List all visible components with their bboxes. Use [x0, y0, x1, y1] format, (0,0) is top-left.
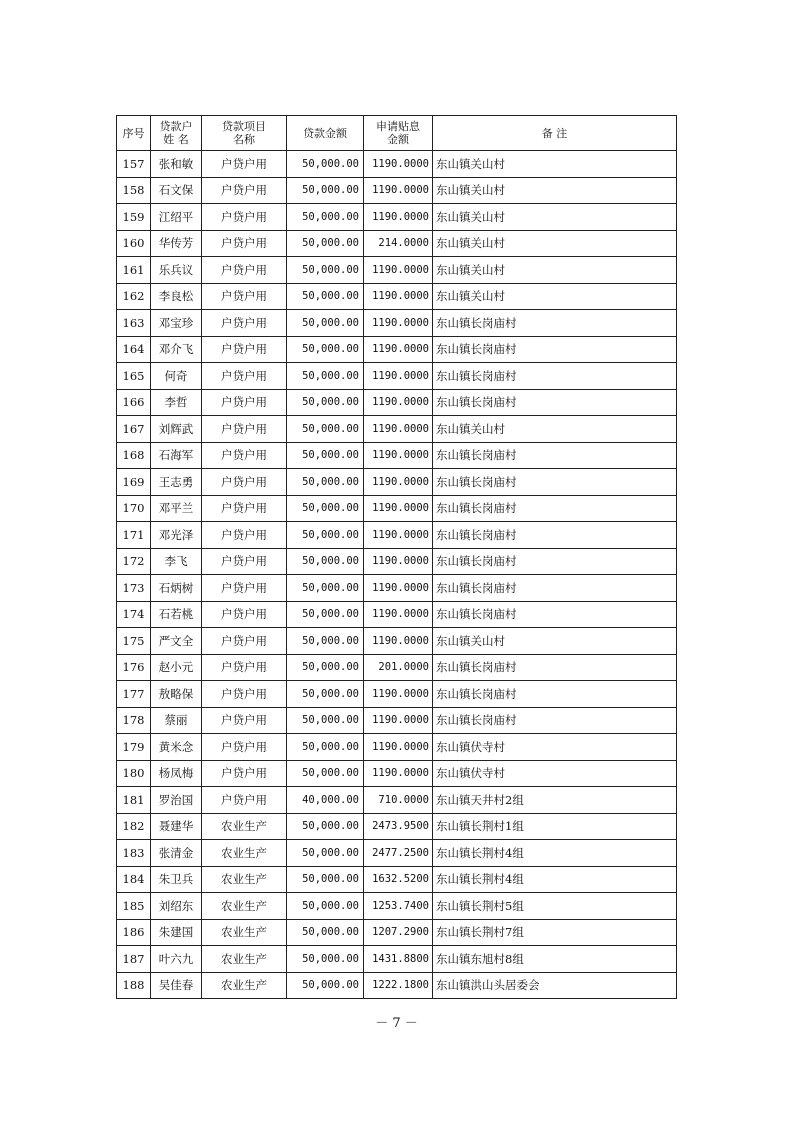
header-amount: 贷款金额: [287, 116, 364, 151]
loan-purpose-cell: 户贷户用: [202, 310, 287, 337]
table-row: [117, 522, 677, 549]
row-seq-cell: 178: [117, 707, 151, 734]
loan-purpose-cell: 农业生产: [202, 813, 287, 840]
loan-purpose-cell: 户贷户用: [202, 363, 287, 390]
row-seq-cell: 172: [117, 548, 151, 575]
subsidy-amount-cell: 1190.0000: [364, 363, 433, 390]
row-seq-cell: 188: [117, 972, 151, 999]
table-body: [117, 151, 677, 999]
header-project-line1: 贷款项目: [222, 120, 266, 133]
row-seq-cell: 176: [117, 654, 151, 681]
remark-cell: 东山镇长荆村7组: [433, 919, 677, 946]
loan-purpose-cell: 户贷户用: [202, 336, 287, 363]
subsidy-amount-cell: 1190.0000: [364, 204, 433, 231]
row-seq-cell: 181: [117, 787, 151, 814]
row-seq-cell: 173: [117, 575, 151, 602]
loan-purpose-cell: 户贷户用: [202, 177, 287, 204]
loan-purpose-cell: 户贷户用: [202, 151, 287, 178]
loan-amount-cell: 50,000.00: [287, 310, 364, 337]
loan-amount-cell: 50,000.00: [287, 151, 364, 178]
loan-amount-cell: 50,000.00: [287, 919, 364, 946]
subsidy-amount-cell: 1190.0000: [364, 257, 433, 284]
remark-cell: 东山镇关山村: [433, 283, 677, 310]
borrower-name-cell: 华传芳: [151, 230, 202, 257]
loan-amount-cell: 50,000.00: [287, 681, 364, 708]
loan-amount-cell: 50,000.00: [287, 389, 364, 416]
loan-amount-cell: 50,000.00: [287, 654, 364, 681]
table-row: [117, 283, 677, 310]
subsidy-amount-cell: 1190.0000: [364, 601, 433, 628]
loan-purpose-cell: 户贷户用: [202, 495, 287, 522]
table-row: [117, 257, 677, 284]
subsidy-amount-cell: 1190.0000: [364, 151, 433, 178]
borrower-name-cell: 石海军: [151, 442, 202, 469]
loan-amount-cell: 50,000.00: [287, 972, 364, 999]
borrower-name-cell: 聂建华: [151, 813, 202, 840]
row-seq-cell: 187: [117, 946, 151, 973]
loan-purpose-cell: 户贷户用: [202, 787, 287, 814]
table-row: [117, 840, 677, 867]
borrower-name-cell: 李良松: [151, 283, 202, 310]
row-seq-cell: 160: [117, 230, 151, 257]
loan-purpose-cell: 户贷户用: [202, 283, 287, 310]
row-seq-cell: 183: [117, 840, 151, 867]
loan-amount-cell: 50,000.00: [287, 204, 364, 231]
table-header-row: [117, 116, 677, 151]
page-number: － 7 －: [375, 1016, 418, 1031]
table-row: [117, 946, 677, 973]
loan-purpose-cell: 农业生产: [202, 893, 287, 920]
loan-purpose-cell: 户贷户用: [202, 469, 287, 496]
remark-cell: 东山镇长岗庙村: [433, 495, 677, 522]
remark-cell: 东山镇关山村: [433, 204, 677, 231]
table-row: [117, 495, 677, 522]
borrower-name-cell: 石文保: [151, 177, 202, 204]
subsidy-amount-cell: 1253.7400: [364, 893, 433, 920]
table-row: [117, 575, 677, 602]
table-row: [117, 416, 677, 443]
remark-cell: 东山镇长荆村5组: [433, 893, 677, 920]
loan-purpose-cell: 农业生产: [202, 972, 287, 999]
borrower-name-cell: 罗治国: [151, 787, 202, 814]
subsidy-amount-cell: 1190.0000: [364, 681, 433, 708]
row-seq-cell: 186: [117, 919, 151, 946]
loan-amount-cell: 50,000.00: [287, 813, 364, 840]
row-seq-cell: 170: [117, 495, 151, 522]
loan-purpose-cell: 户贷户用: [202, 416, 287, 443]
borrower-name-cell: 刘绍东: [151, 893, 202, 920]
header-borrower-line1: 贷款户: [159, 120, 193, 133]
loan-amount-cell: 50,000.00: [287, 601, 364, 628]
loan-amount-cell: 50,000.00: [287, 363, 364, 390]
loan-subsidy-table: [116, 115, 677, 999]
table-row: [117, 469, 677, 496]
table-row: [117, 177, 677, 204]
borrower-name-cell: 严文全: [151, 628, 202, 655]
row-seq-cell: 177: [117, 681, 151, 708]
borrower-name-cell: 赵小元: [151, 654, 202, 681]
header-remark: 备 注: [433, 116, 677, 151]
borrower-name-cell: 黄米念: [151, 734, 202, 761]
table-row: [117, 230, 677, 257]
loan-amount-cell: 50,000.00: [287, 760, 364, 787]
subsidy-amount-cell: 1190.0000: [364, 310, 433, 337]
borrower-name-cell: 张清金: [151, 840, 202, 867]
table-row: [117, 363, 677, 390]
subsidy-amount-cell: 1190.0000: [364, 628, 433, 655]
header-subsidy-line1: 申请贴息: [376, 120, 420, 133]
subsidy-amount-cell: 2473.9500: [364, 813, 433, 840]
remark-cell: 东山镇天井村2组: [433, 787, 677, 814]
table-row: [117, 654, 677, 681]
subsidy-amount-cell: 1190.0000: [364, 416, 433, 443]
borrower-name-cell: 叶六九: [151, 946, 202, 973]
loan-amount-cell: 50,000.00: [287, 283, 364, 310]
loan-amount-cell: 50,000.00: [287, 893, 364, 920]
row-seq-cell: 168: [117, 442, 151, 469]
subsidy-amount-cell: 1190.0000: [364, 760, 433, 787]
loan-amount-cell: 50,000.00: [287, 575, 364, 602]
table-row: [117, 681, 677, 708]
loan-purpose-cell: 户贷户用: [202, 654, 287, 681]
subsidy-amount-cell: 201.0000: [364, 654, 433, 681]
remark-cell: 东山镇长岗庙村: [433, 389, 677, 416]
remark-cell: 东山镇长岗庙村: [433, 442, 677, 469]
row-seq-cell: 159: [117, 204, 151, 231]
subsidy-amount-cell: 1190.0000: [364, 522, 433, 549]
row-seq-cell: 166: [117, 389, 151, 416]
loan-purpose-cell: 户贷户用: [202, 628, 287, 655]
loan-amount-cell: 50,000.00: [287, 495, 364, 522]
loan-amount-cell: 50,000.00: [287, 707, 364, 734]
subsidy-amount-cell: 214.0000: [364, 230, 433, 257]
loan-purpose-cell: 农业生产: [202, 919, 287, 946]
subsidy-amount-cell: 1190.0000: [364, 283, 433, 310]
header-subsidy: [364, 116, 433, 151]
borrower-name-cell: 王志勇: [151, 469, 202, 496]
remark-cell: 东山镇长岗庙村: [433, 681, 677, 708]
loan-amount-cell: 50,000.00: [287, 257, 364, 284]
remark-cell: 东山镇东旭村8组: [433, 946, 677, 973]
table-row: [117, 442, 677, 469]
borrower-name-cell: 乐兵议: [151, 257, 202, 284]
loan-amount-cell: 50,000.00: [287, 469, 364, 496]
subsidy-amount-cell: 1190.0000: [364, 734, 433, 761]
subsidy-amount-cell: 1190.0000: [364, 469, 433, 496]
loan-amount-cell: 50,000.00: [287, 177, 364, 204]
borrower-name-cell: 李哲: [151, 389, 202, 416]
subsidy-amount-cell: 1190.0000: [364, 336, 433, 363]
remark-cell: 东山镇长岗庙村: [433, 363, 677, 390]
table-row: [117, 760, 677, 787]
borrower-name-cell: 李飞: [151, 548, 202, 575]
row-seq-cell: 164: [117, 336, 151, 363]
loan-purpose-cell: 户贷户用: [202, 442, 287, 469]
subsidy-amount-cell: 1632.5200: [364, 866, 433, 893]
header-project-line2: 名称: [233, 133, 255, 146]
borrower-name-cell: 杨凤梅: [151, 760, 202, 787]
header-project: [202, 116, 287, 151]
subsidy-amount-cell: 1207.2900: [364, 919, 433, 946]
remark-cell: 东山镇关山村: [433, 230, 677, 257]
loan-purpose-cell: 农业生产: [202, 946, 287, 973]
subsidy-amount-cell: 1190.0000: [364, 707, 433, 734]
loan-purpose-cell: 户贷户用: [202, 389, 287, 416]
borrower-name-cell: 蔡丽: [151, 707, 202, 734]
loan-purpose-cell: 户贷户用: [202, 575, 287, 602]
borrower-name-cell: 敖略保: [151, 681, 202, 708]
borrower-name-cell: 张和敏: [151, 151, 202, 178]
loan-amount-cell: 50,000.00: [287, 522, 364, 549]
remark-cell: 东山镇长岗庙村: [433, 575, 677, 602]
table-row: [117, 919, 677, 946]
table-row: [117, 734, 677, 761]
borrower-name-cell: 朱建国: [151, 919, 202, 946]
row-seq-cell: 163: [117, 310, 151, 337]
loan-amount-cell: 50,000.00: [287, 548, 364, 575]
row-seq-cell: 167: [117, 416, 151, 443]
loan-purpose-cell: 户贷户用: [202, 734, 287, 761]
subsidy-amount-cell: 1222.1800: [364, 972, 433, 999]
loan-amount-cell: 50,000.00: [287, 840, 364, 867]
header-subsidy-line2: 金额: [387, 133, 409, 146]
remark-cell: 东山镇长岗庙村: [433, 654, 677, 681]
subsidy-amount-cell: 1190.0000: [364, 575, 433, 602]
borrower-name-cell: 刘辉武: [151, 416, 202, 443]
table-row: [117, 310, 677, 337]
loan-amount-cell: 50,000.00: [287, 866, 364, 893]
loan-purpose-cell: 户贷户用: [202, 548, 287, 575]
table-row: [117, 866, 677, 893]
subsidy-amount-cell: 2477.2500: [364, 840, 433, 867]
table-row: [117, 707, 677, 734]
table-row: [117, 813, 677, 840]
loan-amount-cell: 50,000.00: [287, 442, 364, 469]
remark-cell: 东山镇洪山头居委会: [433, 972, 677, 999]
loan-purpose-cell: 户贷户用: [202, 681, 287, 708]
remark-cell: 东山镇长荆村1组: [433, 813, 677, 840]
row-seq-cell: 175: [117, 628, 151, 655]
subsidy-amount-cell: 1190.0000: [364, 177, 433, 204]
remark-cell: 东山镇长荆村4组: [433, 840, 677, 867]
remark-cell: 东山镇关山村: [433, 416, 677, 443]
loan-amount-cell: 50,000.00: [287, 336, 364, 363]
subsidy-amount-cell: 1190.0000: [364, 548, 433, 575]
loan-purpose-cell: 户贷户用: [202, 522, 287, 549]
loan-purpose-cell: 农业生产: [202, 840, 287, 867]
row-seq-cell: 158: [117, 177, 151, 204]
remark-cell: 东山镇关山村: [433, 257, 677, 284]
row-seq-cell: 184: [117, 866, 151, 893]
row-seq-cell: 162: [117, 283, 151, 310]
table-row: [117, 893, 677, 920]
remark-cell: 东山镇伏寺村: [433, 734, 677, 761]
row-seq-cell: 180: [117, 760, 151, 787]
table-row: [117, 151, 677, 178]
loan-purpose-cell: 户贷户用: [202, 707, 287, 734]
loan-purpose-cell: 户贷户用: [202, 204, 287, 231]
remark-cell: 东山镇长岗庙村: [433, 548, 677, 575]
header-borrower-line2: 姓 名: [163, 133, 189, 146]
loan-amount-cell: 50,000.00: [287, 230, 364, 257]
remark-cell: 东山镇长岗庙村: [433, 310, 677, 337]
table-row: [117, 204, 677, 231]
borrower-name-cell: 石炳树: [151, 575, 202, 602]
borrower-name-cell: 朱卫兵: [151, 866, 202, 893]
row-seq-cell: 161: [117, 257, 151, 284]
row-seq-cell: 174: [117, 601, 151, 628]
subsidy-amount-cell: 1431.8800: [364, 946, 433, 973]
borrower-name-cell: 石若桃: [151, 601, 202, 628]
remark-cell: 东山镇长岗庙村: [433, 707, 677, 734]
row-seq-cell: 171: [117, 522, 151, 549]
row-seq-cell: 165: [117, 363, 151, 390]
table-row: [117, 787, 677, 814]
remark-cell: 东山镇长荆村4组: [433, 866, 677, 893]
remark-cell: 东山镇关山村: [433, 177, 677, 204]
loan-purpose-cell: 户贷户用: [202, 760, 287, 787]
remark-cell: 东山镇长岗庙村: [433, 336, 677, 363]
loan-amount-cell: 50,000.00: [287, 734, 364, 761]
borrower-name-cell: 吴佳春: [151, 972, 202, 999]
remark-cell: 东山镇伏寺村: [433, 760, 677, 787]
subsidy-amount-cell: 710.0000: [364, 787, 433, 814]
row-seq-cell: 185: [117, 893, 151, 920]
borrower-name-cell: 邓光泽: [151, 522, 202, 549]
borrower-name-cell: 江绍平: [151, 204, 202, 231]
loan-purpose-cell: 户贷户用: [202, 230, 287, 257]
remark-cell: 东山镇长岗庙村: [433, 522, 677, 549]
loan-purpose-cell: 户贷户用: [202, 601, 287, 628]
table-row: [117, 336, 677, 363]
borrower-name-cell: 邓平兰: [151, 495, 202, 522]
loan-amount-cell: 40,000.00: [287, 787, 364, 814]
remark-cell: 东山镇关山村: [433, 628, 677, 655]
borrower-name-cell: 何奇: [151, 363, 202, 390]
remark-cell: 东山镇长岗庙村: [433, 469, 677, 496]
loan-amount-cell: 50,000.00: [287, 416, 364, 443]
row-seq-cell: 157: [117, 151, 151, 178]
table-row: [117, 628, 677, 655]
remark-cell: 东山镇长岗庙村: [433, 601, 677, 628]
table-row: [117, 601, 677, 628]
loan-purpose-cell: 农业生产: [202, 866, 287, 893]
borrower-name-cell: 邓介飞: [151, 336, 202, 363]
subsidy-amount-cell: 1190.0000: [364, 389, 433, 416]
remark-cell: 东山镇关山村: [433, 151, 677, 178]
loan-amount-cell: 50,000.00: [287, 946, 364, 973]
row-seq-cell: 179: [117, 734, 151, 761]
loan-amount-cell: 50,000.00: [287, 628, 364, 655]
table-row: [117, 548, 677, 575]
borrower-name-cell: 邓宝珍: [151, 310, 202, 337]
header-borrower: [151, 116, 202, 151]
row-seq-cell: 169: [117, 469, 151, 496]
table-row: [117, 972, 677, 999]
subsidy-amount-cell: 1190.0000: [364, 442, 433, 469]
table-row: [117, 389, 677, 416]
subsidy-amount-cell: 1190.0000: [364, 495, 433, 522]
row-seq-cell: 182: [117, 813, 151, 840]
loan-purpose-cell: 户贷户用: [202, 257, 287, 284]
header-seq: 序号: [117, 116, 151, 151]
